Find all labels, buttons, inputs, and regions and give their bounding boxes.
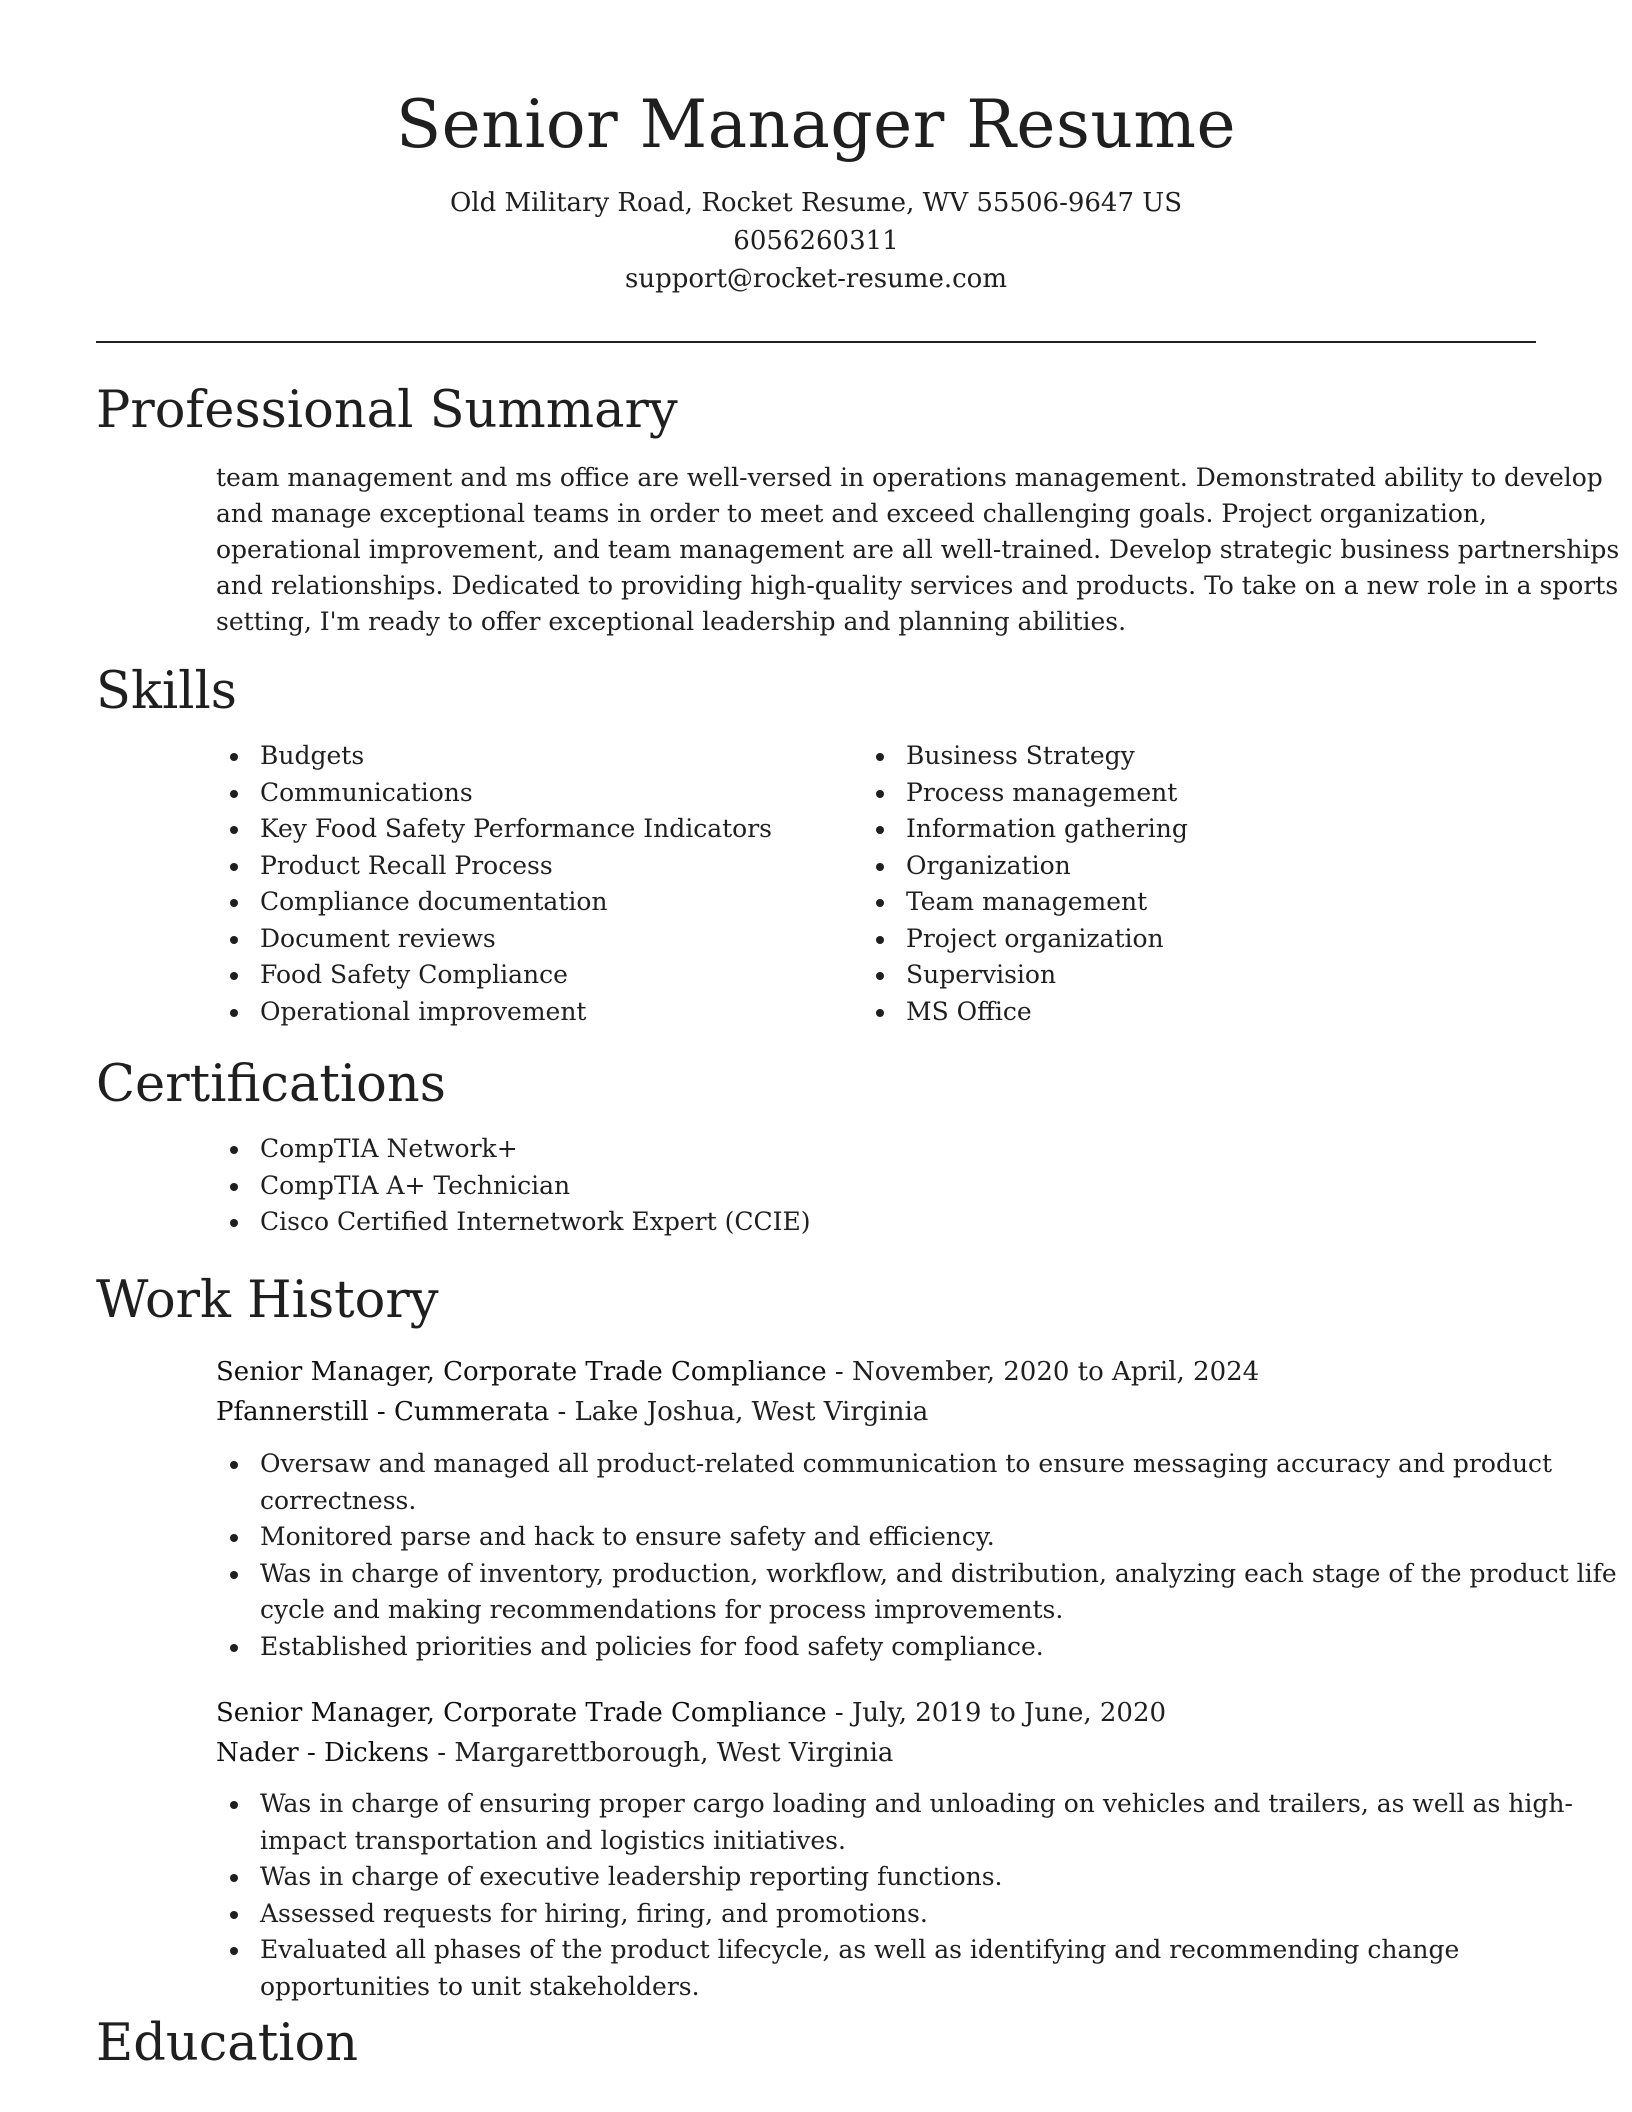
skill-item: Compliance documentation — [216, 884, 856, 921]
job-separator: - — [428, 1738, 455, 1768]
job-bullet-line: Assessed requests for hiring, firing, and promotions. — [260, 1898, 928, 1928]
job-role: Senior Manager, Corporate Trade Compliance — [216, 1357, 827, 1387]
job-separator: - — [549, 1397, 575, 1427]
work-history-heading: Work History — [96, 1271, 439, 1330]
job-company: Nader - Dickens — [216, 1738, 429, 1768]
skill-item: Project organization — [862, 921, 1502, 958]
summary-line: setting, I'm ready to offer exceptional leadership and planning abilities. — [216, 607, 1127, 636]
email-text: support@rocket-resume.com — [624, 264, 1007, 294]
skills-list-right — [862, 738, 1502, 1030]
job-separator: - — [826, 1357, 852, 1387]
certification-item: Cisco Certified Internetwork Expert (CCIE) — [216, 1204, 1536, 1241]
skill-item: Organization — [862, 848, 1502, 885]
summary-line: and relationships. Dedicated to providing high-quality services and products. To take on a new role in a sports — [216, 571, 1619, 600]
summary-line: and manage exceptional teams in order to meet and exceed challenging goals. Project organization, — [216, 499, 1487, 528]
skill-item: Information gathering — [862, 811, 1502, 848]
certification-item: CompTIA A+ Technician — [216, 1168, 1536, 1205]
skill-item: Food Safety Compliance — [216, 957, 856, 994]
summary-line: operational improvement, and team management are all well-trained. Develop strategic business partnerships — [216, 535, 1620, 564]
job-bullet — [216, 1932, 1536, 2005]
phone-text: 6056260311 — [733, 226, 899, 256]
job-bullet-list — [216, 1786, 1573, 2005]
job-bullet-line: correctness. — [260, 1485, 417, 1515]
skill-item: Communications — [216, 775, 856, 812]
certifications-list — [216, 1131, 1536, 1241]
job-title-line — [216, 1352, 1259, 1392]
job-bullet — [216, 1896, 1536, 1933]
job-bullet — [216, 1629, 1536, 1666]
summary-line: team management and ms office are well-versed in operations management. Demonstrated ability to develop — [216, 463, 1603, 492]
skill-item: Budgets — [216, 738, 856, 775]
job-bullet-line: opportunities to unit stakeholders. — [260, 1971, 700, 2001]
certification-item: CompTIA Network+ — [216, 1131, 1536, 1168]
contact-block — [0, 184, 1632, 298]
summary-text — [216, 460, 1620, 640]
skill-item: Business Strategy — [862, 738, 1502, 775]
job-bullet-line: Was in charge of executive leadership reporting functions. — [260, 1862, 1003, 1891]
skill-item: Key Food Safety Performance Indicators — [216, 811, 856, 848]
skill-item: Document reviews — [216, 921, 856, 958]
job-bullet — [216, 1859, 1536, 1896]
job-bullet-line: Was in charge of inventory, production, workflow, and distribution, analyzing each stage of the product life — [260, 1558, 1617, 1588]
job-dates: July, 2019 to June, 2020 — [851, 1698, 1167, 1728]
skill-item: Process management — [862, 775, 1502, 812]
resume-title: Senior Manager Resume — [395, 86, 1237, 163]
job-title-line — [216, 1693, 1166, 1733]
job-bullet-line: Established priorities and policies for food safety compliance. — [260, 1631, 1044, 1661]
skill-item: Team management — [862, 884, 1502, 921]
job-company-line — [216, 1733, 893, 1773]
skills-heading: Skills — [96, 662, 237, 721]
job-location: Lake Joshua, West Virginia — [574, 1397, 929, 1427]
job-bullet-list — [216, 1446, 1617, 1665]
job-location: Margarettborough, West Virginia — [454, 1738, 894, 1768]
job-bullet-line: Oversaw and managed all product-related communication to ensure messaging accuracy and product — [260, 1449, 1553, 1478]
certifications-heading: Certifications — [96, 1055, 446, 1114]
header-divider — [96, 341, 1536, 343]
skill-item: MS Office — [862, 994, 1502, 1031]
job-dates: November, 2020 to April, 2024 — [851, 1357, 1260, 1387]
job-bullet-line: Monitored parse and hack to ensure safety and efficiency. — [260, 1522, 995, 1551]
resume-header — [0, 80, 1632, 298]
job-bullet — [216, 1556, 1617, 1629]
job-separator: - — [826, 1698, 852, 1728]
job-company-line — [216, 1392, 928, 1432]
job-bullet-line: cycle and making recommendations for process improvements. — [260, 1595, 1064, 1624]
skill-item: Supervision — [862, 957, 1502, 994]
job-bullet-line: Was in charge of ensuring proper cargo loading and unloading on vehicles and trailers, as well as high- — [260, 1789, 1573, 1818]
job-company: Pfannerstill - Cummerata — [216, 1397, 550, 1427]
summary-heading: Professional Summary — [96, 381, 678, 440]
skill-item: Operational improvement — [216, 994, 856, 1031]
job-bullet — [216, 1519, 1536, 1556]
job-bullet-line: impact transportation and logistics initiatives. — [260, 1825, 846, 1855]
job-bullet-line: Evaluated all phases of the product lifecycle, as well as identifying and recommending change — [260, 1935, 1460, 1964]
skills-list-left — [216, 738, 856, 1030]
job-bullet — [216, 1446, 1553, 1519]
job-bullet — [216, 1786, 1573, 1859]
address-text: Old Military Road, Rocket Resume, WV 55506-9647 US — [449, 188, 1183, 218]
skill-item: Product Recall Process — [216, 848, 856, 885]
education-heading: Education — [96, 2014, 359, 2073]
job-role: Senior Manager, Corporate Trade Compliance — [216, 1698, 827, 1728]
